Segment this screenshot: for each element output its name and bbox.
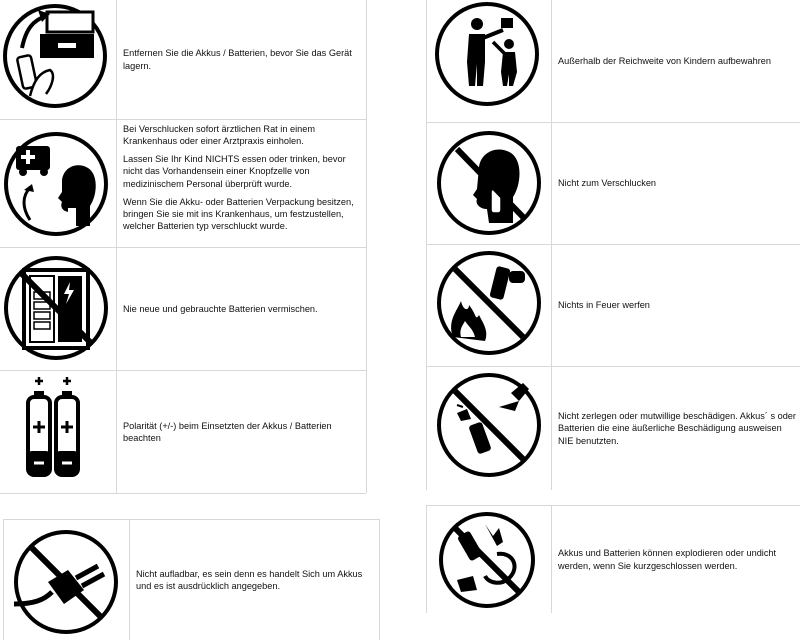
row-2-icon-cell xyxy=(0,120,116,247)
instruction-text: Nicht aufladbar, es sein denn es handelt Sich um Akkus und es ist ausdrücklich angegeben. xyxy=(136,568,363,591)
divider xyxy=(379,519,380,640)
battery-polarity-icon xyxy=(0,371,116,493)
right-row-2-text xyxy=(552,123,800,244)
row-3-icon-cell xyxy=(0,248,116,370)
instruction-text: Nie neue und gebrauchte Batterien vermischen. xyxy=(123,303,318,314)
row-5-icon-cell xyxy=(4,520,129,640)
row-2-text xyxy=(117,120,366,247)
row-3-text xyxy=(117,248,366,370)
ambulance-swallow-icon xyxy=(0,120,116,247)
divider xyxy=(0,493,366,494)
instruction-text: Nicht zerlegen oder mutwillige beschädigen. Akkus´ s oder Batterien die eine äußerliche Beschädigung ausweisen NIE benutzten. xyxy=(558,411,796,446)
keep-away-children-icon xyxy=(427,0,551,122)
right-row-2-icon-cell xyxy=(427,123,551,244)
row-5-text xyxy=(130,520,379,640)
no-dismantle-icon xyxy=(427,367,551,490)
right-row-4-text xyxy=(552,367,800,490)
right-row-5-text xyxy=(552,506,800,613)
right-row-1-icon-cell xyxy=(427,0,551,122)
battery-compartment-icon xyxy=(0,0,116,119)
no-swallow-icon xyxy=(427,123,551,244)
row-4-text xyxy=(117,371,366,493)
right-row-5-icon-cell xyxy=(427,506,551,613)
row-4-icon-cell xyxy=(0,371,116,493)
no-charging-plug-icon xyxy=(4,520,129,640)
divider xyxy=(366,0,367,493)
instruction-text: Nicht zum Verschlucken xyxy=(558,178,657,189)
instruction-text: Wenn Sie die Akku- oder Batterien Verpackung besitzen, bringen Sie sie mit ins Krankenhaus, um festzustellen, welcher Batterien typ verschluckt wurde. xyxy=(123,196,354,231)
no-fire-icon xyxy=(427,245,551,366)
row-1-text xyxy=(117,0,366,119)
instruction-text: Lassen Sie Ihr Kind NICHTS essen oder trinken, bevor nicht das Vorhandensein einer Knopfzelle von medizinischem Personal überprüft wurde. xyxy=(123,154,346,189)
right-row-1-text xyxy=(552,0,800,122)
right-row-4-icon-cell xyxy=(427,367,551,490)
instruction-text: Nichts in Feuer werfen xyxy=(558,300,650,311)
instruction-text: Entfernen Sie die Akkus / Batterien, bevor Sie das Gerät lagern. xyxy=(123,48,352,71)
row-1-icon-cell xyxy=(0,0,116,119)
instruction-text: Bei Verschlucken sofort ärztlichen Rat in einem Krankenhaus oder einer Arztpraxis einholen. xyxy=(123,124,316,147)
no-mix-batteries-icon xyxy=(0,248,116,370)
instruction-text: Polarität (+/-) beim Einsetzten der Akkus / Batterien beachten xyxy=(123,420,332,443)
no-short-circuit-icon xyxy=(427,506,551,613)
instruction-text: Außerhalb der Reichweite von Kindern aufbewahren xyxy=(558,55,771,66)
instruction-text: Akkus und Batterien können explodieren oder undicht werden, wenn Sie kurzgeschlossen werden. xyxy=(558,548,777,571)
right-row-3-text xyxy=(552,245,800,366)
right-row-3-icon-cell xyxy=(427,245,551,366)
